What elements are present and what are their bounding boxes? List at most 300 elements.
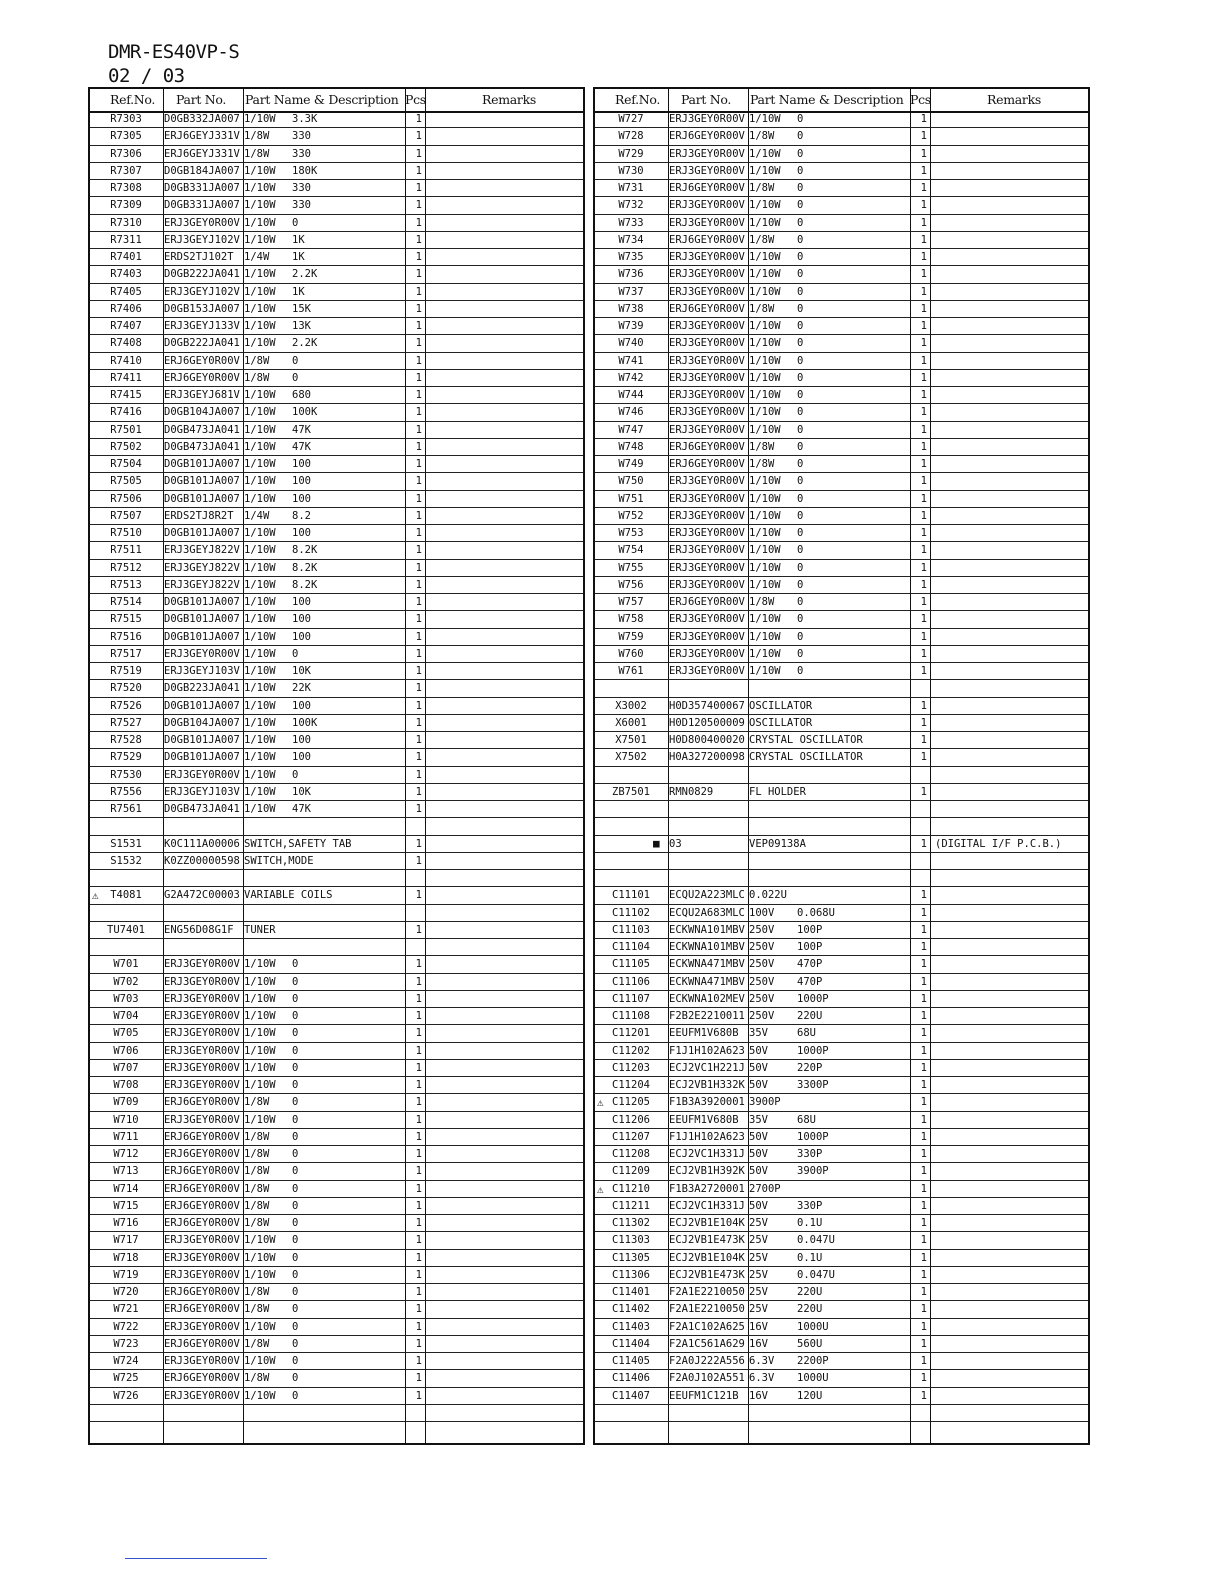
board-marker-icon: ■ [653, 836, 660, 850]
description-cell: 1/10W [749, 509, 781, 522]
ref-cell: R7406 [110, 302, 142, 315]
pcs-cell: 1 [415, 164, 422, 177]
ref-cell: W738 [618, 302, 644, 315]
table-row [595, 1336, 1088, 1353]
value-cell: 0 [292, 1182, 299, 1195]
pcs-cell: 1 [415, 1079, 422, 1091]
pcs-cell: 1 [920, 785, 927, 798]
value-cell: 100K [292, 406, 318, 419]
table-row [90, 387, 583, 404]
value-cell: 0 [292, 1027, 299, 1040]
table-row [90, 801, 583, 818]
description-cell: 25V [749, 1268, 768, 1281]
part-number-cell: ERJ6GEY0R00V [164, 1372, 240, 1385]
description-cell: 250V [749, 958, 775, 971]
value-cell: 8.2 [292, 509, 311, 522]
remarks-cell: (DIGITAL I/F P.C.B.) [935, 837, 1062, 850]
table-row [595, 266, 1088, 283]
table-row [90, 439, 583, 456]
pcs-cell: 1 [415, 630, 422, 643]
value-cell: 330P [797, 1199, 823, 1212]
part-number-cell: ERJ3GEY0R00V [669, 268, 745, 281]
pcs-cell: 1 [920, 613, 927, 626]
ref-cell: X7501 [615, 734, 647, 746]
pcs-cell: 1 [920, 665, 927, 677]
description-cell: OSCILLATOR [749, 716, 813, 729]
part-number-cell: D0GB104JA007 [164, 406, 240, 419]
part-number-cell: ERJ3GEY0R00V [669, 199, 745, 212]
description-cell: 1/10W [749, 199, 781, 212]
part-number-cell: EEUFM1V680B [669, 1027, 739, 1040]
value-cell: 220P [797, 1061, 823, 1074]
table-row [595, 836, 1088, 853]
part-number-cell: F2A0J222A556 [669, 1355, 745, 1367]
value-cell: 8.2K [292, 544, 318, 557]
table-row [595, 956, 1088, 973]
value-cell: 0.1U [797, 1251, 823, 1264]
table-row [595, 1405, 1088, 1422]
part-number-cell: ERJ3GEYJ102V [164, 285, 240, 298]
table-row [90, 508, 583, 525]
pcs-cell: 1 [415, 1182, 422, 1195]
pcs-cell: 1 [415, 785, 422, 798]
ref-cell: W733 [618, 216, 644, 229]
table-row [595, 370, 1088, 387]
ref-cell: W759 [618, 630, 644, 643]
table-row [90, 1112, 583, 1129]
description-cell: 1/10W [244, 785, 276, 798]
part-number-cell: D0GB153JA007 [164, 302, 240, 315]
ref-cell: W719 [113, 1268, 139, 1281]
part-number-cell: ECJ2VB1E473K [669, 1268, 745, 1281]
pcs-cell: 1 [920, 199, 927, 212]
ref-cell: W724 [113, 1355, 139, 1367]
safety-warning-icon: ⚠ [92, 889, 99, 903]
table-row [595, 197, 1088, 214]
table-row [90, 1267, 583, 1284]
part-number-cell: ERJ3GEYJ103V [164, 665, 240, 677]
value-cell: 220U [797, 1286, 823, 1298]
value-cell: 0 [797, 509, 804, 522]
part-number-cell: ECJ2VC1H331J [669, 1148, 745, 1160]
pcs-cell: 1 [920, 423, 927, 436]
table-row [595, 1301, 1088, 1318]
parts-table-right [593, 87, 1090, 1445]
ref-cell: W760 [618, 647, 644, 660]
safety-warning-icon: ⚠ [597, 1182, 604, 1196]
value-cell: 100 [292, 751, 311, 764]
table-row [90, 1250, 583, 1267]
table-row [90, 974, 583, 991]
part-number-cell: ERJ6GEY0R00V [669, 440, 745, 453]
part-number-cell: ERJ3GEY0R00V [164, 1320, 240, 1333]
value-cell: 0 [797, 406, 804, 419]
part-number-cell: F2B2E2210011 [669, 1010, 745, 1022]
ref-cell: R7561 [110, 803, 142, 815]
ref-cell: W717 [113, 1234, 139, 1247]
pcs-cell: 1 [920, 1165, 927, 1178]
description-cell: 16V [749, 1389, 768, 1402]
part-number-cell: ERJ3GEY0R00V [164, 1268, 240, 1281]
pcs-cell: 1 [415, 734, 422, 746]
ref-cell: W718 [113, 1251, 139, 1264]
description-cell: 25V [749, 1286, 768, 1298]
pcs-cell: 1 [415, 975, 422, 988]
table-row [90, 1094, 583, 1111]
table-row [595, 1163, 1088, 1180]
part-number-cell: ECJ2VC1H331J [669, 1199, 745, 1212]
ref-cell: C11101 [612, 889, 650, 902]
part-number-cell: ERJ3GEY0R00V [669, 527, 745, 539]
part-number-cell: D0GB331JA007 [164, 199, 240, 212]
table-row [90, 887, 583, 904]
ref-cell: W752 [618, 509, 644, 522]
description-cell: 50V [749, 1079, 768, 1091]
table-row [595, 1353, 1088, 1370]
table-row [595, 353, 1088, 370]
part-number-cell: ERDS2TJ8R2T [164, 509, 234, 522]
part-number-cell: F2A1E2210050 [669, 1303, 745, 1316]
table-row [90, 1043, 583, 1060]
ref-cell: S1531 [110, 837, 142, 850]
description-cell: 3900P [749, 1096, 781, 1109]
pcs-cell: 1 [920, 734, 927, 746]
value-cell: 0 [797, 389, 804, 401]
description-cell: 1/10W [749, 544, 781, 557]
table-row [595, 767, 1088, 784]
table-row [90, 318, 583, 335]
col-part-header: Part No. [681, 92, 732, 107]
description-cell: 50V [749, 1061, 768, 1074]
table-row [595, 180, 1088, 197]
value-cell: 0 [797, 458, 804, 470]
table-row [595, 1388, 1088, 1405]
table-row [90, 215, 583, 232]
pcs-cell: 1 [920, 337, 927, 350]
table-row [595, 1008, 1088, 1025]
description-cell: 1/10W [244, 596, 276, 608]
table-row [595, 146, 1088, 163]
value-cell: 100 [292, 630, 311, 643]
description-cell: 1/10W [749, 665, 781, 677]
description-cell: 250V [749, 941, 775, 953]
pcs-cell: 1 [415, 406, 422, 419]
pcs-cell: 1 [920, 1337, 927, 1350]
pcs-cell: 1 [415, 923, 422, 936]
pcs-cell: 1 [920, 1130, 927, 1143]
ref-cell: C11211 [612, 1199, 650, 1212]
ref-cell: R7515 [110, 613, 142, 626]
value-cell: 0 [292, 1372, 299, 1385]
value-cell: 0 [797, 164, 804, 177]
pcs-cell: 1 [920, 751, 927, 764]
value-cell: 0 [292, 958, 299, 971]
part-number-cell: ERJ6GEY0R00V [669, 130, 745, 143]
part-number-cell: D0GB222JA041 [164, 268, 240, 281]
pcs-cell: 1 [920, 992, 927, 1005]
description-cell: 35V [749, 1027, 768, 1040]
part-number-cell: ERJ3GEY0R00V [669, 492, 745, 505]
table-row [90, 542, 583, 559]
table-row [90, 698, 583, 715]
pcs-cell: 1 [415, 458, 422, 470]
part-number-cell: ERJ3GEY0R00V [669, 113, 745, 125]
table-row [90, 560, 583, 577]
part-number-cell: D0GB101JA007 [164, 699, 240, 712]
part-number-cell: ERDS2TJ102T [164, 251, 234, 263]
part-number-cell: D0GB473JA041 [164, 423, 240, 436]
description-cell: 1/10W [244, 302, 276, 315]
pcs-cell: 1 [415, 1130, 422, 1143]
description-cell: VEP09138A [749, 837, 806, 850]
table-body [90, 111, 583, 1422]
description-cell: 1/10W [749, 113, 781, 125]
ref-cell: R7530 [110, 768, 142, 781]
ref-cell: C11203 [612, 1061, 650, 1074]
ref-cell: X6001 [615, 716, 647, 729]
value-cell: 180K [292, 164, 318, 177]
description-cell: 1/10W [244, 233, 276, 246]
description-cell: 1/10W [244, 992, 276, 1005]
description-cell: 1/8W [244, 130, 270, 143]
table-row [90, 1215, 583, 1232]
pcs-cell: 1 [920, 889, 927, 902]
part-number-cell: ERJ3GEY0R00V [669, 578, 745, 591]
ref-cell: C11108 [612, 1010, 650, 1022]
part-number-cell: ERJ6GEY0R00V [669, 233, 745, 246]
description-cell: 50V [749, 1199, 768, 1212]
description-cell: 1/10W [749, 268, 781, 281]
part-number-cell: ERJ6GEY0R00V [164, 1130, 240, 1143]
table-row [595, 663, 1088, 680]
ref-cell: C11403 [612, 1320, 650, 1333]
value-cell: 47K [292, 440, 311, 453]
part-number-cell: F1B3A3920001 [669, 1096, 745, 1109]
value-cell: 0 [292, 1079, 299, 1091]
value-cell: 100 [292, 458, 311, 470]
pcs-cell: 1 [920, 923, 927, 936]
part-number-cell: ECKWNA101MBV [669, 941, 745, 953]
description-cell: 1/10W [244, 389, 276, 401]
value-cell: 100 [292, 527, 311, 539]
ref-cell: R7401 [110, 251, 142, 263]
part-number-cell: ERJ3GEY0R00V [164, 1061, 240, 1074]
table-row [90, 1060, 583, 1077]
table-row [595, 560, 1088, 577]
value-cell: 0.047U [797, 1234, 835, 1247]
description-cell: 1/10W [749, 216, 781, 229]
table-body [595, 111, 1088, 1422]
ref-cell: C11404 [612, 1337, 650, 1350]
description-cell: 1/8W [244, 371, 270, 384]
safety-warning-icon: ⚠ [597, 1096, 604, 1110]
value-cell: 100P [797, 941, 823, 953]
pcs-cell: 1 [415, 527, 422, 539]
table-row [595, 1043, 1088, 1060]
part-number-cell: D0GB184JA007 [164, 164, 240, 177]
table-row [595, 629, 1088, 646]
table-header [595, 89, 1088, 113]
table-row [90, 956, 583, 973]
pcs-cell: 1 [415, 1113, 422, 1126]
table-row [90, 784, 583, 801]
description-cell: 50V [749, 1165, 768, 1178]
ref-cell: R7506 [110, 492, 142, 505]
part-number-cell: ERJ3GEY0R00V [164, 1355, 240, 1367]
description-cell: 1/10W [749, 630, 781, 643]
description-cell: 1/10W [244, 1355, 276, 1367]
value-cell: 0 [797, 561, 804, 574]
value-cell: 120U [797, 1389, 823, 1402]
ref-cell: C11103 [612, 923, 650, 936]
page-number: 02 / 03 [108, 65, 185, 87]
value-cell: 3.3K [292, 113, 318, 125]
value-cell: 220U [797, 1303, 823, 1316]
value-cell: 0 [292, 1113, 299, 1126]
part-number-cell: D0GB473JA041 [164, 440, 240, 453]
table-row [90, 715, 583, 732]
part-number-cell: ERJ6GEY0R00V [164, 1286, 240, 1298]
table-row [595, 1215, 1088, 1232]
pcs-cell: 1 [415, 647, 422, 660]
ref-cell: W742 [618, 371, 644, 384]
table-row [90, 1025, 583, 1042]
pcs-cell: 1 [415, 1010, 422, 1022]
value-cell: 8.2K [292, 561, 318, 574]
ref-cell: R7411 [110, 371, 142, 384]
table-row [90, 163, 583, 180]
ref-cell: R7310 [110, 216, 142, 229]
pcs-cell: 1 [415, 1320, 422, 1333]
value-cell: 100 [292, 734, 311, 746]
table-row [595, 439, 1088, 456]
table-row [595, 1284, 1088, 1301]
description-cell: 1/10W [244, 320, 276, 332]
part-number-cell: K0ZZ00000598 [164, 854, 240, 867]
value-cell: 0 [797, 233, 804, 246]
pcs-cell: 1 [415, 699, 422, 712]
table-row [90, 404, 583, 421]
table-row [90, 473, 583, 490]
value-cell: 100 [292, 596, 311, 608]
pcs-cell: 1 [920, 113, 927, 125]
description-cell: 1/10W [244, 285, 276, 298]
part-number-cell: ERJ6GEY0R00V [164, 1096, 240, 1109]
description-cell: 50V [749, 1130, 768, 1143]
table-row [595, 1060, 1088, 1077]
value-cell: 0 [797, 147, 804, 160]
table-row [90, 1284, 583, 1301]
description-cell: 1/10W [244, 716, 276, 729]
ref-cell: C11402 [612, 1303, 650, 1316]
table-row [90, 646, 583, 663]
value-cell: 0 [292, 1148, 299, 1160]
part-number-cell: ERJ3GEY0R00V [669, 354, 745, 367]
value-cell: 47K [292, 423, 311, 436]
table-row [90, 991, 583, 1008]
ref-cell: R7305 [110, 130, 142, 143]
description-cell: 1/10W [244, 527, 276, 539]
part-number-cell: ERJ3GEY0R00V [669, 251, 745, 263]
pcs-cell: 1 [920, 164, 927, 177]
description-cell: 1/10W [749, 389, 781, 401]
description-cell: 1/10W [749, 561, 781, 574]
value-cell: 100 [292, 475, 311, 488]
pcs-cell: 1 [415, 285, 422, 298]
ref-cell: C11106 [612, 975, 650, 988]
table-row [595, 473, 1088, 490]
value-cell: 0 [292, 1199, 299, 1212]
part-number-cell: D0GB101JA007 [164, 527, 240, 539]
description-cell: OSCILLATOR [749, 699, 813, 712]
table-row [90, 111, 583, 128]
ref-cell: W712 [113, 1148, 139, 1160]
description-cell: 1/10W [244, 544, 276, 557]
part-number-cell: ERJ3GEY0R00V [669, 371, 745, 384]
value-cell: 0.047U [797, 1268, 835, 1281]
table-row [90, 577, 583, 594]
description-cell: 1/10W [244, 1027, 276, 1040]
description-cell: 1/10W [244, 1079, 276, 1091]
ref-cell: W728 [618, 130, 644, 143]
table-row [90, 905, 583, 922]
table-row [595, 1250, 1088, 1267]
pcs-cell: 1 [415, 216, 422, 229]
ref-cell: C11210 [612, 1182, 650, 1195]
value-cell: 1000P [797, 992, 829, 1005]
description-cell: 1/10W [244, 475, 276, 488]
table-row [90, 1008, 583, 1025]
pcs-cell: 1 [920, 906, 927, 919]
part-number-cell: ECQU2A223MLC [669, 889, 745, 902]
ref-cell: R7309 [110, 199, 142, 212]
description-cell: 1/10W [244, 665, 276, 677]
ref-cell: R7504 [110, 458, 142, 470]
description-cell: TUNER [244, 923, 276, 936]
ref-cell: R7501 [110, 423, 142, 436]
ref-cell: R7519 [110, 665, 142, 677]
description-cell: 1/8W [244, 147, 270, 160]
pcs-cell: 1 [415, 371, 422, 384]
table-row [595, 508, 1088, 525]
part-number-cell: D0GB101JA007 [164, 458, 240, 470]
description-cell: 1/10W [749, 337, 781, 350]
part-number-cell: D0GB332JA007 [164, 113, 240, 125]
ref-cell: W729 [618, 147, 644, 160]
table-row [90, 1319, 583, 1336]
ref-cell: C11407 [612, 1389, 650, 1402]
pcs-cell: 1 [415, 492, 422, 505]
description-cell: 250V [749, 923, 775, 936]
table-row [595, 818, 1088, 835]
ref-cell: W735 [618, 251, 644, 263]
pcs-cell: 1 [920, 578, 927, 591]
value-cell: 0 [797, 199, 804, 212]
part-number-cell: ERJ3GEYJ822V [164, 578, 240, 591]
description-cell: 1/10W [244, 958, 276, 971]
part-number-cell: H0D120500009 [669, 716, 745, 729]
table-row [595, 1198, 1088, 1215]
part-number-cell: D0GB101JA007 [164, 492, 240, 505]
model-title: DMR-ES40VP-S [108, 41, 240, 63]
part-number-cell: ERJ3GEYJ103V [164, 785, 240, 798]
pcs-cell: 1 [920, 699, 927, 712]
pcs-cell: 1 [920, 147, 927, 160]
description-cell: 2700P [749, 1182, 781, 1195]
pcs-cell: 1 [920, 975, 927, 988]
part-number-cell: ECKWNA471MBV [669, 958, 745, 971]
value-cell: 1000P [797, 1044, 829, 1057]
